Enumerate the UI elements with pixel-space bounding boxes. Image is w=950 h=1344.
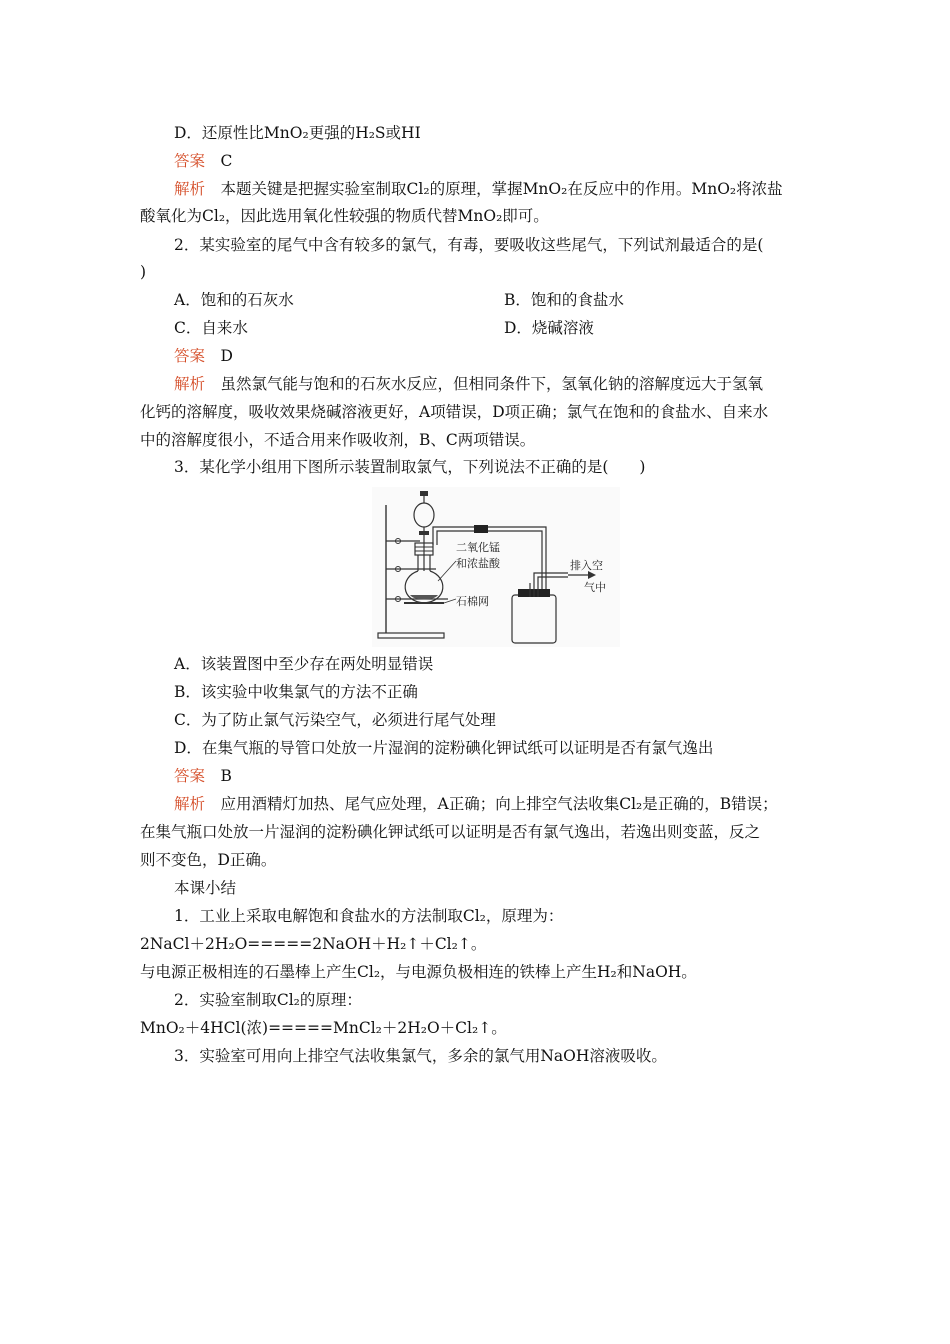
q2-analysis-line-3: 中的溶解度很小，不适合用来作吸收剂，B、C两项错误。	[140, 431, 536, 449]
q2-stem-line-2: )	[140, 263, 147, 281]
q2-analysis-line-2: 化钙的溶解度，吸收效果烧碱溶液更好，A项错误，D项正确；氯气在饱和的食盐水、自来水	[140, 403, 769, 421]
q3-option-c: C．为了防止氯气污染空气，必须进行尾气处理	[174, 711, 496, 729]
q1-analysis-line-2: 酸氧化为Cl₂，因此选用氧化性较强的物质代替MnO₂即可。	[140, 207, 549, 225]
summary-equation-2: MnO₂＋4HCl(浓)=====MnCl₂＋2H₂O＋Cl₂↑。	[140, 1019, 507, 1037]
q3-option-b: B．该实验中收集氯气的方法不正确	[174, 683, 418, 701]
q2-option-c: C．自来水	[174, 319, 248, 337]
analysis-tag: 解析	[174, 795, 206, 813]
q2-option-a: A．饱和的石灰水	[174, 291, 294, 309]
summary-point-1: 1．工业上采取电解饱和食盐水的方法制取Cl₂，原理为：	[174, 907, 564, 925]
summary-point-2: 2．实验室制取Cl₂的原理：	[174, 991, 362, 1009]
gauze-label: 石棉网	[456, 595, 489, 608]
apparatus-figure	[372, 487, 620, 647]
answer-tag: 答案	[174, 152, 206, 170]
q2-option-b: B．饱和的食盐水	[504, 291, 624, 309]
q2-answer	[174, 346, 820, 366]
summary-point-1b: 与电源正极相连的石墨棒上产生Cl₂，与电源负极相连的铁棒上产生H₂和NaOH。	[140, 963, 697, 981]
analysis-tag: 解析	[174, 375, 206, 393]
q2-option-d: D．烧碱溶液	[504, 319, 594, 337]
outlet-label-2: 气中	[584, 581, 606, 594]
analysis-text: 虽然氯气能与饱和的石灰水反应，但相同条件下，氢氧化钠的溶解度远大于氢氧	[220, 375, 764, 393]
q2-options-row-2	[174, 318, 820, 338]
reagent-label-1: 二氧化锰	[456, 541, 500, 554]
q3-stem: 3．某化学小组用下图所示装置制取氯气，下列说法不正确的是( )	[174, 458, 646, 476]
summary-point-3: 3．实验室可用向上排空气法收集氯气，多余的氯气用NaOH溶液吸收。	[174, 1047, 667, 1065]
answer-tag: 答案	[174, 347, 206, 365]
q1-analysis-line-1	[174, 179, 820, 199]
analysis-text: 本题关键是把握实验室制取Cl₂的原理，掌握MnO₂在反应中的作用。MnO₂将浓盐	[220, 180, 783, 198]
outlet-label-1: 排入空	[570, 559, 603, 572]
q3-option-d: D．在集气瓶的导管口处放一片湿润的淀粉碘化钾试纸可以证明是否有氯气逸出	[174, 739, 714, 757]
answer-tag: 答案	[174, 767, 206, 785]
q3-analysis-line-3: 则不变色，D正确。	[140, 851, 277, 869]
q2-stem-line-1: 2．某实验室的尾气中含有较多的氯气，有毒，要吸收这些尾气，下列试剂最适合的是(	[174, 236, 764, 254]
q1-option-d: D．还原性比MnO₂更强的H₂S或HI	[174, 124, 421, 142]
answer-value: D	[220, 347, 233, 365]
q3-analysis-line-1	[174, 794, 820, 814]
q2-options-row-1	[174, 290, 820, 310]
reagent-label-2: 和浓盐酸	[456, 557, 500, 570]
answer-value: B	[220, 767, 232, 785]
analysis-tag: 解析	[174, 180, 206, 198]
summary-title: 本课小结	[174, 879, 237, 897]
chlorine-apparatus-diagram	[372, 487, 620, 647]
q1-answer	[174, 151, 820, 171]
q3-option-a: A．该装置图中至少存在两处明显错误	[174, 655, 434, 673]
q3-analysis-line-2: 在集气瓶口处放一片湿润的淀粉碘化钾试纸可以证明是否有氯气逸出，若逸出则变蓝，反之	[140, 823, 761, 841]
summary-equation-1: 2NaCl＋2H₂O=====2NaOH＋H₂↑＋Cl₂↑。	[140, 935, 487, 953]
q2-analysis-line-1	[174, 374, 820, 394]
answer-value: C	[220, 152, 233, 170]
q3-answer	[174, 766, 820, 786]
analysis-text: 应用酒精灯加热、尾气应处理，A正确；向上排空气法收集Cl₂是正确的，B错误；	[220, 795, 778, 813]
